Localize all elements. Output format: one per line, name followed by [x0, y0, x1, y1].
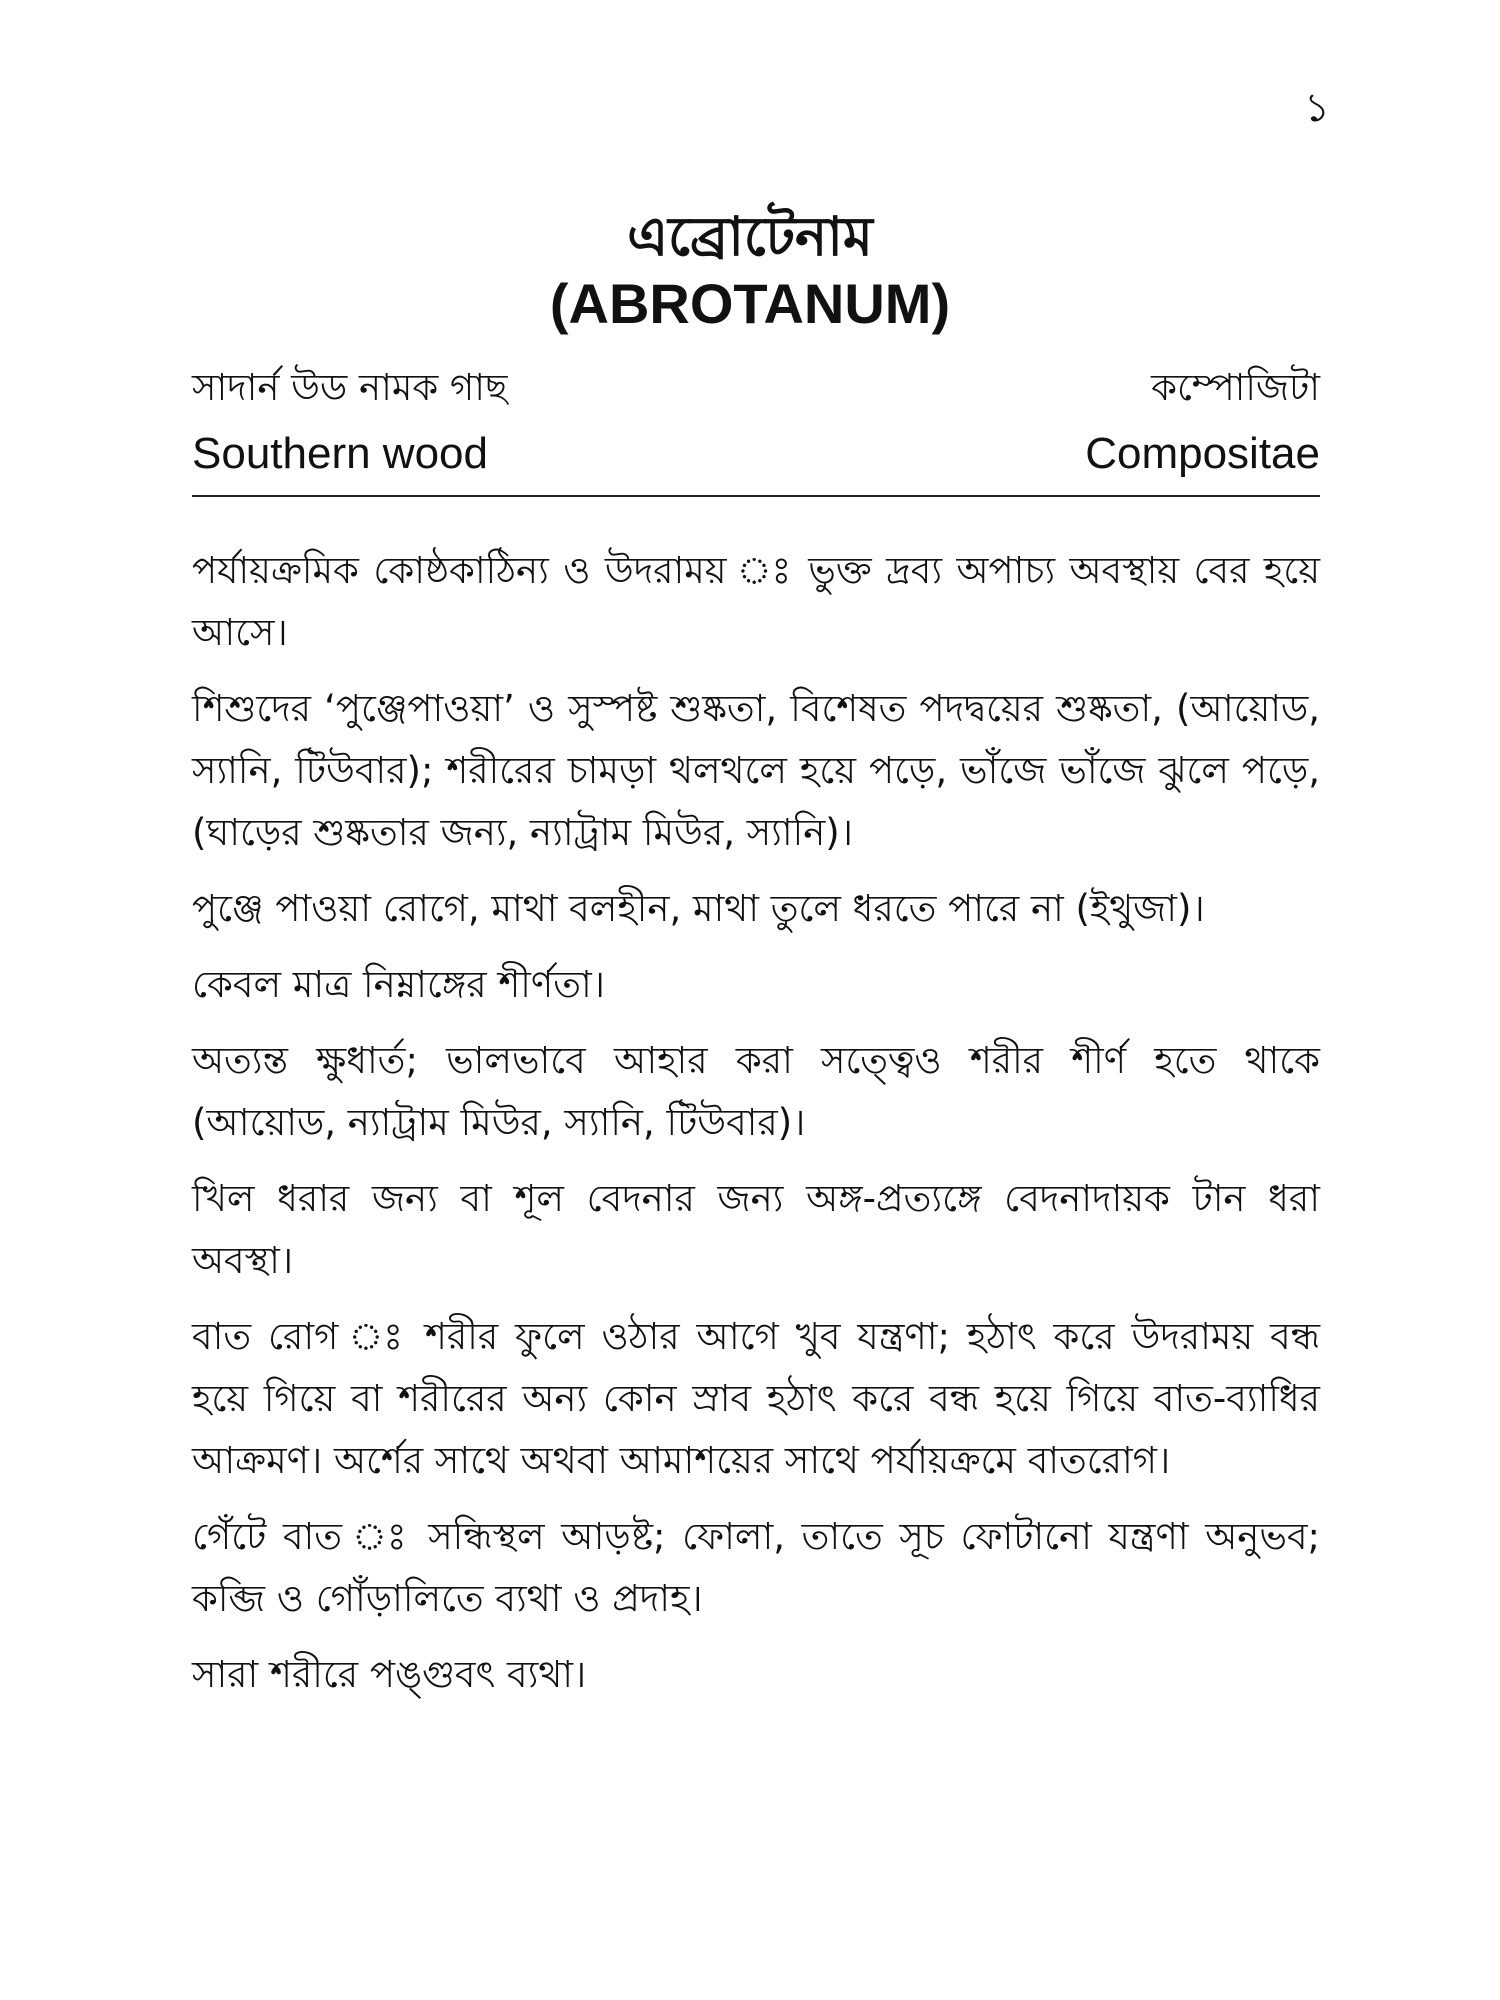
- paragraph: খিল ধরার জন্য বা শূল বেদনার জন্য অঙ্গ-প্রত্যঙ্গে বেদনাদায়ক টান ধরা অবস্থা।: [192, 1177, 1320, 1282]
- title-english: (ABROTANUM): [549, 271, 951, 335]
- family-name-english: Compositae: [1085, 429, 1320, 478]
- paragraph: অত্যন্ত ক্ষুধার্ত; ভালভাবে আহার করা সত্ত্বেও শরীর শীর্ণ হতে থাকে (আয়োড, ন্যাট্রাম মিউর, স্যানি, টিউবার)।: [192, 1039, 1320, 1144]
- family-name-bengali: কম্পোজিটা: [1151, 366, 1320, 409]
- paragraph: পুঞ্জে পাওয়া রোগে, মাথা বলহীন, মাথা তুলে ধরতে পারে না (ইথুজা)।: [192, 887, 1205, 930]
- name-header: [192, 355, 1320, 497]
- title-bengali: এব্রোটেনাম: [627, 205, 873, 268]
- common-name-bengali: সাদার্ন উড নামক গাছ: [192, 366, 508, 409]
- paragraph: পর্যায়ক্রমিক কোষ্ঠকাঠিন্য ও উদরাময় ঃ ভুক্ত দ্রব্য অপাচ্য অবস্থায় বের হয়ে আসে।: [192, 549, 1320, 654]
- common-name: [192, 355, 507, 487]
- common-name-english: Southern wood: [192, 429, 488, 478]
- body-text: [192, 540, 1320, 1720]
- family-name: [1085, 355, 1320, 487]
- title-block: [0, 205, 1500, 337]
- paragraph: সারা শরীরে পঙ্গুবৎ ব্যথা।: [192, 1653, 587, 1696]
- paragraph: কেবল মাত্র নিম্নাঙ্গের শীর্ণতা।: [192, 963, 605, 1006]
- paragraph: শিশুদের ‘পুঞ্জেপাওয়া’ ও সুস্পষ্ট শুষ্কতা, বিশেষত পদদ্বয়ের শুষ্কতা, (আয়োড, স্যানি, টিউবার); শরীরের চামড়া থলথলে হয়ে পড়ে, ভাঁজে ভাঁজে ঝুলে পড়ে, (ঘাড়ের শুষ্কতার জন্য, ন্যাট্রাম মিউর, স্যানি)।: [192, 687, 1320, 854]
- paragraph: বাত রোগ ঃ শরীর ফুলে ওঠার আগে খুব যন্ত্রণা; হঠাৎ করে উদরাময় বন্ধ হয়ে গিয়ে বা শরীরের অন্য কোন স্রাব হঠাৎ করে বন্ধ হয়ে গিয়ে বাত-ব্যাধির আক্রমণ। অর্শের সাথে অথবা আমাশয়ের সাথে পর্যায়ক্রমে বাতরোগ।: [192, 1315, 1320, 1482]
- page-number: ১: [1304, 85, 1330, 131]
- paragraph: গেঁটে বাত ঃ সন্ধিস্থল আড়ষ্ট; ফোলা, তাতে সূচ ফোটানো যন্ত্রণা অনুভব; কব্জি ও গোঁড়ালিতে ব্যথা ও প্রদাহ।: [192, 1515, 1320, 1620]
